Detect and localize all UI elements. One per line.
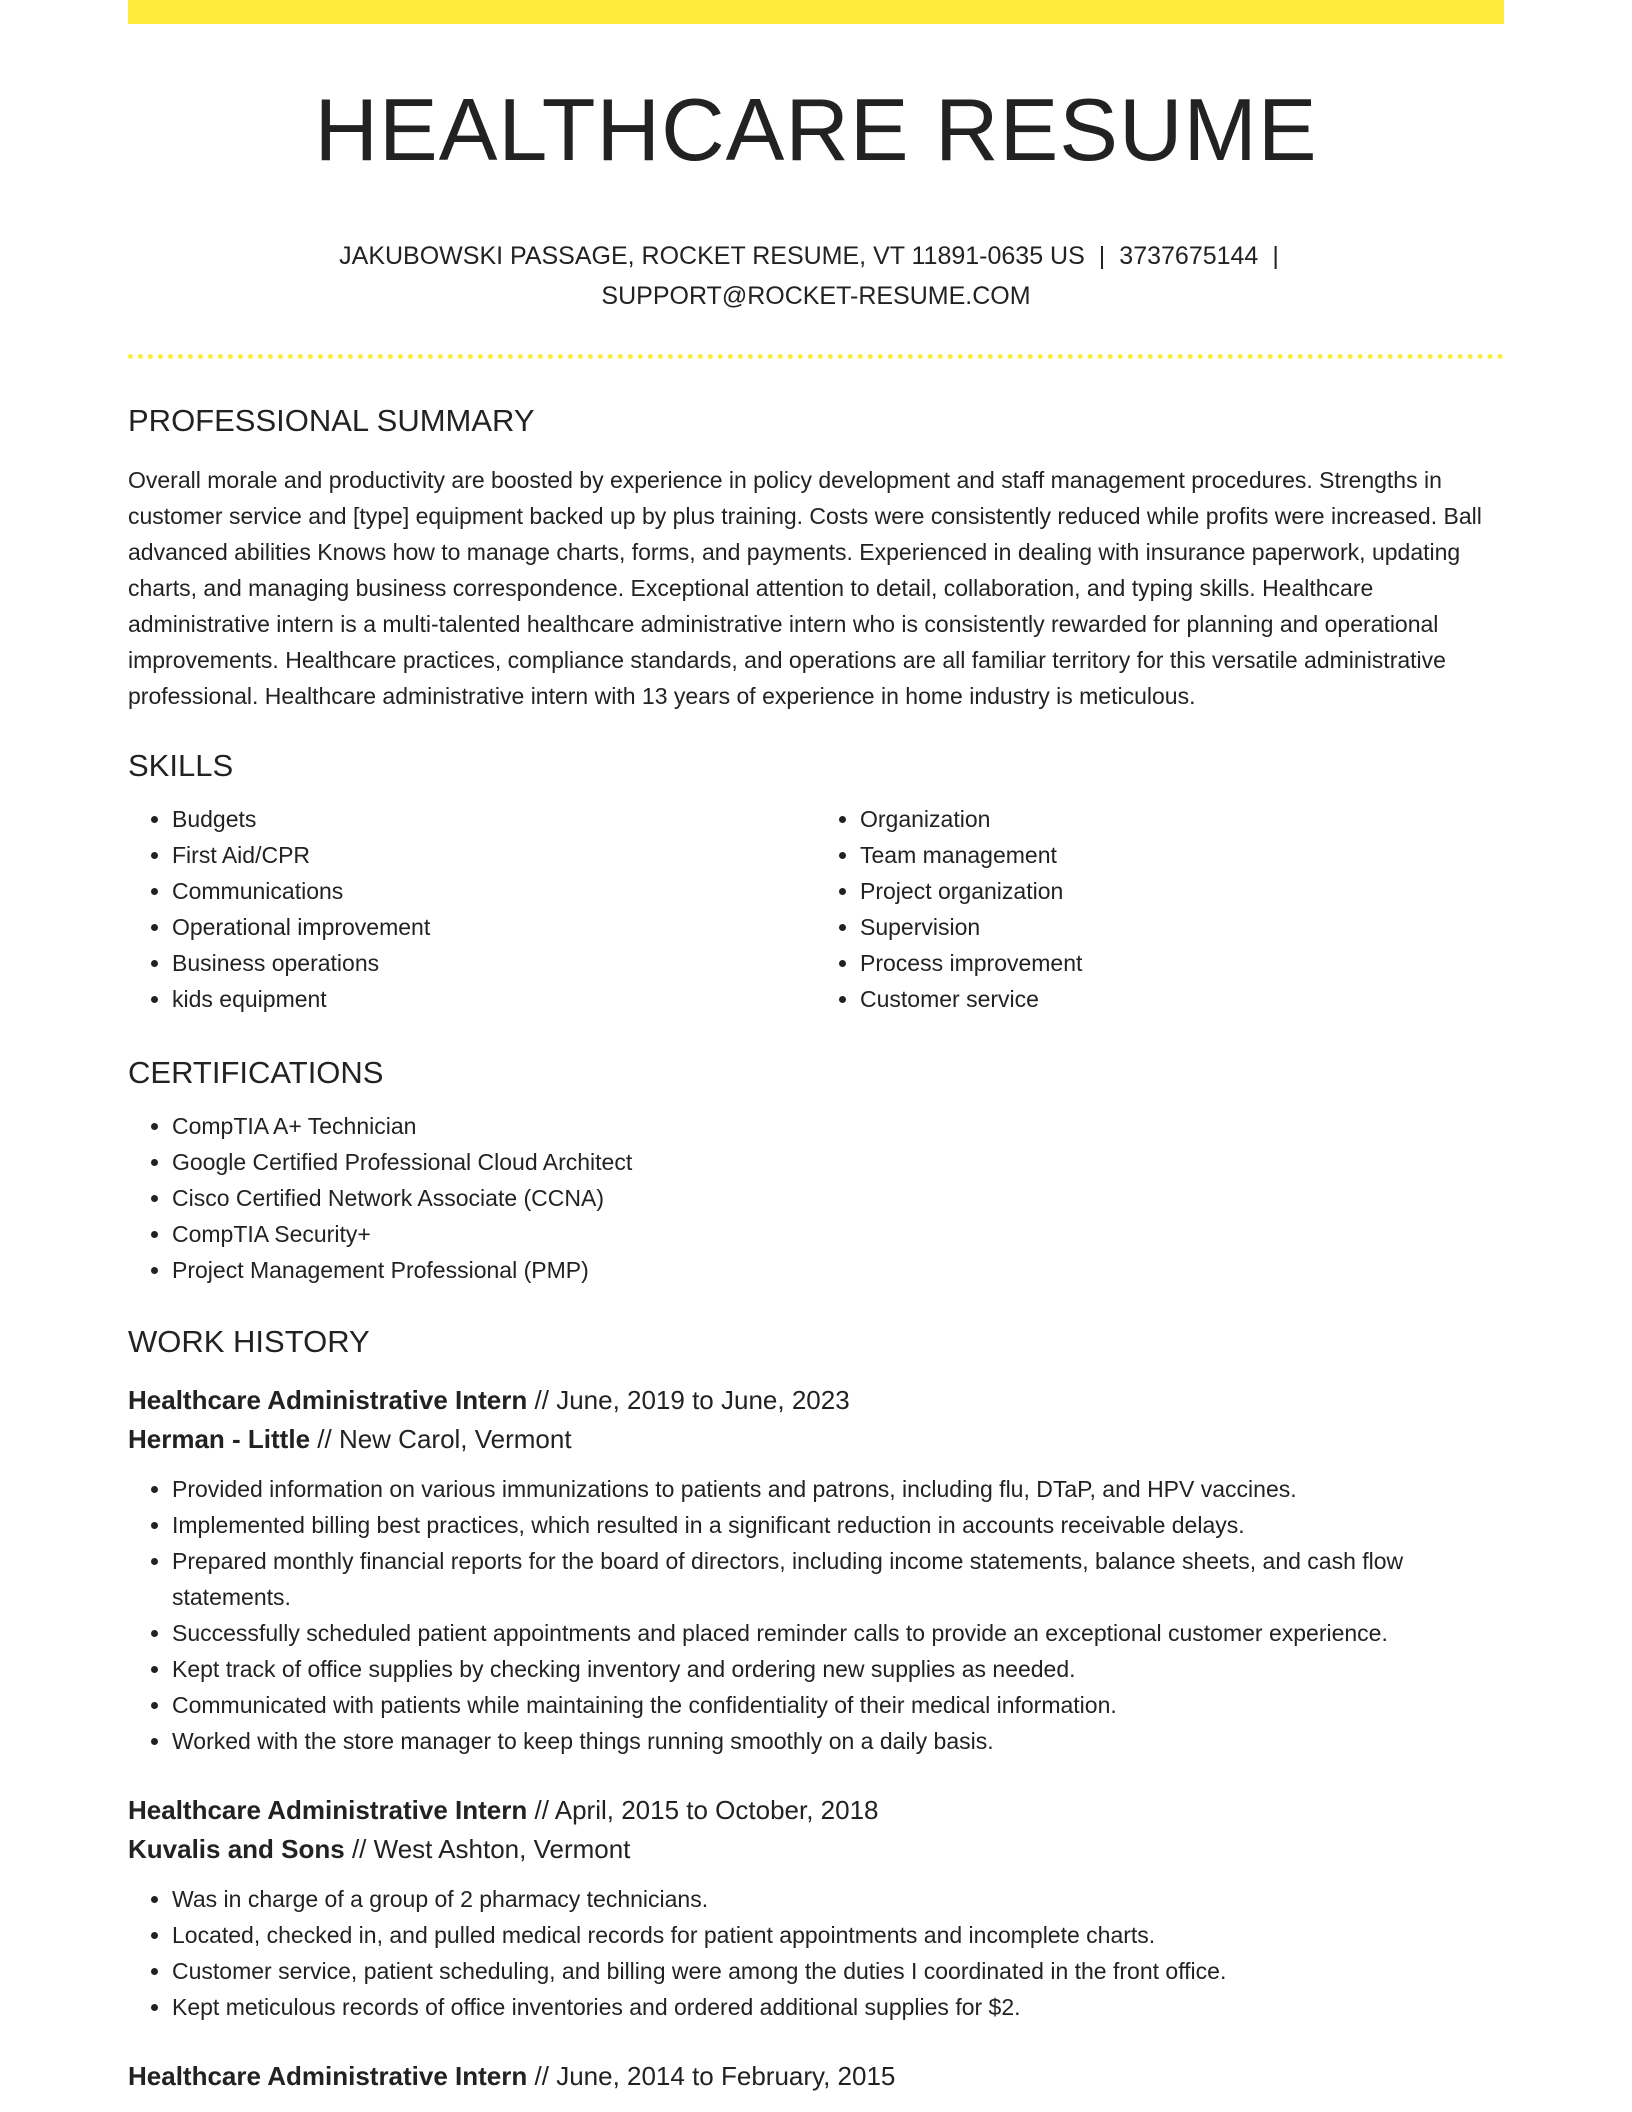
job-role-line bbox=[128, 1381, 1504, 1420]
contact-address: JAKUBOWSKI PASSAGE, ROCKET RESUME, VT 11891-0635 US bbox=[339, 242, 1085, 270]
contact-info bbox=[128, 236, 1504, 316]
certifications-list bbox=[128, 1108, 1504, 1288]
job-role: Healthcare Administrative Intern bbox=[128, 2061, 528, 2091]
job-dates: June, 2014 to February, 2015 bbox=[556, 2061, 896, 2091]
skills-list-left bbox=[128, 801, 816, 1017]
list-item: • Kept track of office supplies by checking inventory and ordering new supplies as needed. bbox=[172, 1651, 1504, 1687]
job-role: Healthcare Administrative Intern bbox=[128, 1385, 528, 1415]
contact-phone: 3737675144 bbox=[1119, 242, 1259, 270]
resume-title: HEALTHCARE RESUME bbox=[314, 80, 1318, 179]
list-item: • Customer service, patient scheduling, and billing were among the duties I coordinated in the front office. bbox=[172, 1953, 1504, 1989]
list-item: • Project organization bbox=[860, 873, 1504, 909]
list-item: • Customer service bbox=[860, 981, 1504, 1017]
list-item: • kids equipment bbox=[172, 981, 816, 1017]
list-item: • Business operations bbox=[172, 945, 816, 981]
work-history-heading: WORK HISTORY bbox=[128, 1324, 370, 1359]
list-item: • Worked with the store manager to keep things running smoothly on a daily basis. bbox=[172, 1723, 1504, 1759]
list-item: • CompTIA A+ Technician bbox=[172, 1108, 1504, 1144]
job-entry-1-bullets bbox=[128, 1471, 1504, 1759]
resume-page bbox=[128, 0, 1504, 2096]
contact-email: SUPPORT@ROCKET-RESUME.COM bbox=[601, 282, 1031, 310]
list-item: • Team management bbox=[860, 837, 1504, 873]
job-entry-1-header bbox=[128, 1381, 1504, 1459]
list-item: • Operational improvement bbox=[172, 909, 816, 945]
list-item: • Provided information on various immunizations to patients and patrons, including flu, DTaP, and HPV vaccines. bbox=[172, 1471, 1504, 1507]
job-role-line bbox=[128, 1791, 1504, 1830]
job-company-line bbox=[128, 1420, 1504, 1459]
divider: // bbox=[344, 1834, 374, 1864]
certifications-heading: CERTIFICATIONS bbox=[128, 1055, 384, 1090]
job-entry-3-header bbox=[128, 2057, 1504, 2096]
list-item: • Was in charge of a group of 2 pharmacy technicians. bbox=[172, 1881, 1504, 1917]
job-dates: June, 2019 to June, 2023 bbox=[556, 1385, 850, 1415]
summary-heading: PROFESSIONAL SUMMARY bbox=[128, 403, 535, 438]
job-company: Herman - Little bbox=[128, 1424, 311, 1454]
divider: // bbox=[527, 1385, 557, 1415]
list-item: • CompTIA Security+ bbox=[172, 1216, 1504, 1252]
summary-text: Overall morale and productivity are boosted by experience in policy development and staff management procedures. Strengths in customer service and [type] equipment backed up by plus training. Costs were consistently reduced while profits were increased. Ball advanced abilities Knows how to manage charts, forms, and payments. Experienced in dealing with insurance paperwork, updating charts, and managing business correspondence. Exceptional attention to detail, collaboration, and typing skills. Healthcare administrative intern is a multi-talented healthcare administrative intern who is consistently rewarded for planning and operational improvements. Healthcare practices, compliance standards, and operations are all familiar territory for this versatile administrative professional. Healthcare administrative intern with 13 years of experience in home industry is meticulous. bbox=[128, 467, 1482, 709]
list-item: • Kept meticulous records of office inventories and ordered additional supplies for $2. bbox=[172, 1989, 1504, 2025]
job-location: New Carol, Vermont bbox=[338, 1424, 572, 1454]
skills-heading: SKILLS bbox=[128, 748, 234, 783]
job-company-line bbox=[128, 1830, 1504, 1869]
dotted-divider bbox=[128, 354, 1504, 359]
list-item: • First Aid/CPR bbox=[172, 837, 816, 873]
skills-list-right bbox=[816, 801, 1504, 1017]
list-item: • Google Certified Professional Cloud Architect bbox=[172, 1144, 1504, 1180]
job-entry-2-header bbox=[128, 1791, 1504, 1869]
contact-separator: | bbox=[1272, 242, 1279, 270]
job-company: Kuvalis and Sons bbox=[128, 1834, 345, 1864]
list-item: • Prepared monthly financial reports for the board of directors, including income statements, balance sheets, and cash flow statements. bbox=[172, 1543, 1504, 1615]
contact-separator: | bbox=[1098, 242, 1106, 270]
list-item: • Supervision bbox=[860, 909, 1504, 945]
job-dates: April, 2015 to October, 2018 bbox=[554, 1795, 879, 1825]
skills-columns bbox=[128, 801, 1504, 1017]
divider: // bbox=[527, 2061, 557, 2091]
list-item: • Implemented billing best practices, which resulted in a significant reduction in accounts receivable delays. bbox=[172, 1507, 1504, 1543]
job-role: Healthcare Administrative Intern bbox=[128, 1795, 528, 1825]
divider: // bbox=[310, 1424, 339, 1454]
list-item: • Project Management Professional (PMP) bbox=[172, 1252, 1504, 1288]
list-item: • Organization bbox=[860, 801, 1504, 837]
list-item: • Successfully scheduled patient appointments and placed reminder calls to provide an exceptional customer experience. bbox=[172, 1615, 1504, 1651]
list-item: • Cisco Certified Network Associate (CCNA) bbox=[172, 1180, 1504, 1216]
job-role-line bbox=[128, 2057, 1504, 2096]
list-item: • Budgets bbox=[172, 801, 816, 837]
job-entry-2-bullets bbox=[128, 1881, 1504, 2025]
list-item: • Process improvement bbox=[860, 945, 1504, 981]
list-item: • Communications bbox=[172, 873, 816, 909]
list-item: • Communicated with patients while maintaining the confidentiality of their medical information. bbox=[172, 1687, 1504, 1723]
divider: // bbox=[527, 1795, 555, 1825]
accent-top-bar bbox=[128, 0, 1504, 24]
list-item: • Located, checked in, and pulled medical records for patient appointments and incomplete charts. bbox=[172, 1917, 1504, 1953]
job-location: West Ashton, Vermont bbox=[373, 1834, 631, 1864]
